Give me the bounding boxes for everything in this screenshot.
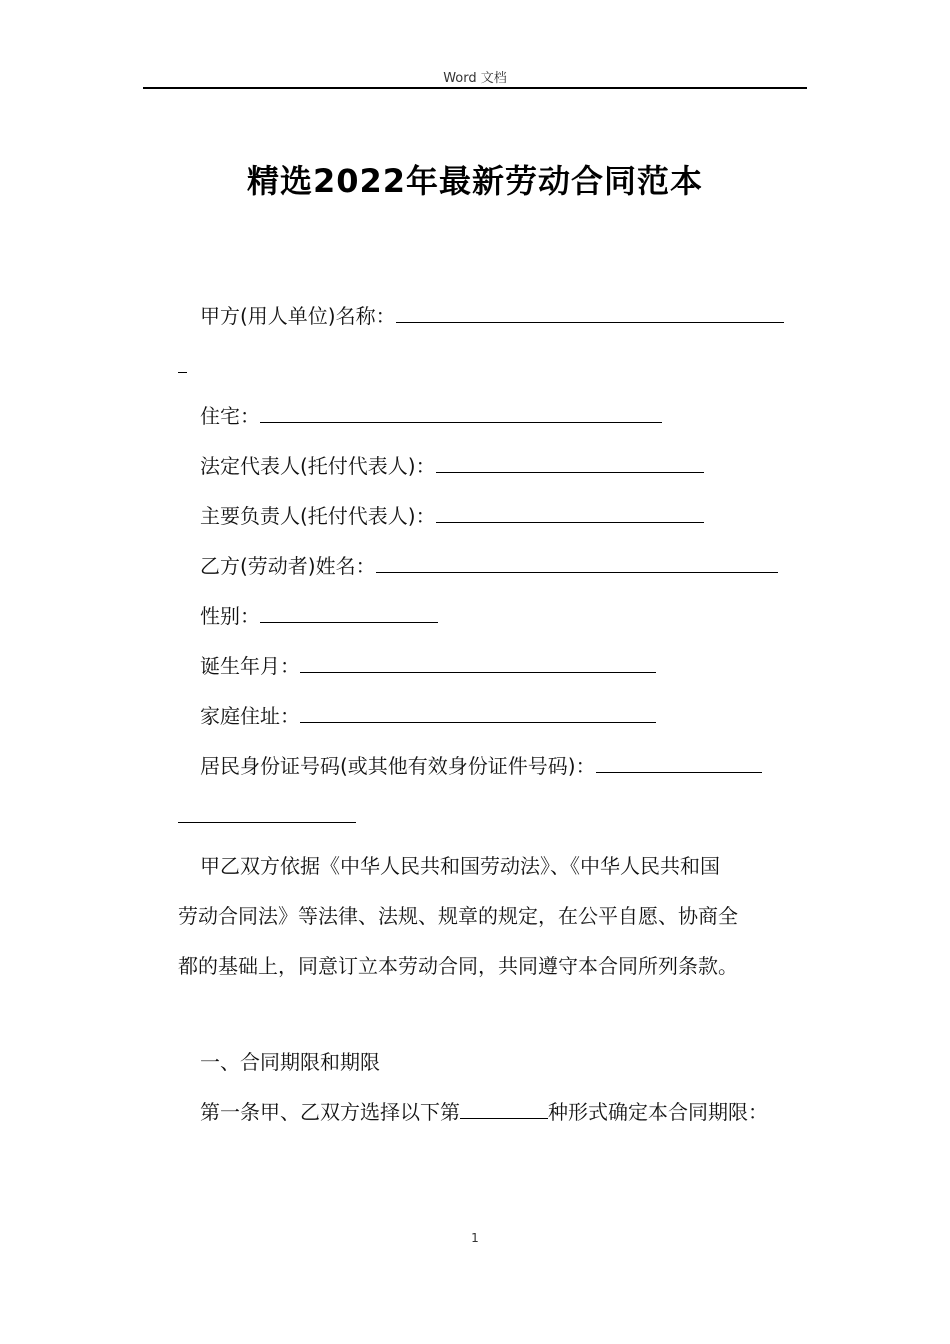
id-number-continuation — [178, 802, 356, 830]
employer-name-blank — [396, 302, 784, 323]
employer-name-label: 甲方(用人单位)名称： — [200, 304, 396, 328]
birth-blank — [300, 652, 656, 673]
employee-name-blank — [376, 552, 778, 573]
id-number-line — [200, 752, 762, 780]
home-address-line — [200, 702, 656, 730]
paragraph-line-3: 都的基础上，同意订立本劳动合同，共同遵守本合同所列条款。 — [178, 954, 738, 978]
employer-name-blank-continued — [178, 352, 187, 373]
clause-1-blank — [460, 1098, 548, 1119]
birth-line — [200, 652, 656, 680]
principal-blank — [436, 502, 704, 523]
id-number-label: 居民身份证号码(或其他有效身份证件号码)： — [200, 754, 596, 778]
clause-1-line — [200, 1098, 768, 1126]
page-header: Word 文档 — [443, 71, 507, 86]
id-number-blank — [596, 752, 762, 773]
principal-line — [200, 502, 704, 530]
principal-label: 主要负责人(托付代表人)： — [200, 504, 436, 528]
legal-rep-label: 法定代表人(托付代表人)： — [200, 454, 436, 478]
legal-rep-line — [200, 452, 704, 480]
employer-name-continuation — [178, 352, 187, 380]
document-title: 精选2022年最新劳动合同范本 — [246, 162, 704, 200]
employee-name-label: 乙方(劳动者)姓名： — [200, 554, 376, 578]
employee-name-line — [200, 552, 778, 580]
legal-rep-blank — [436, 452, 704, 473]
paragraph-line-2: 劳动合同法》等法律、法规、规章的规定，在公平自愿、协商全 — [178, 904, 738, 928]
gender-line — [200, 602, 438, 630]
gender-label: 性别： — [200, 604, 260, 628]
home-address-blank — [300, 702, 656, 723]
id-number-blank-continued — [178, 802, 356, 823]
employer-name-line — [200, 302, 784, 330]
employer-address-line — [200, 402, 662, 430]
clause-1-text-after: 种形式确定本合同期限： — [548, 1100, 768, 1124]
home-address-label: 家庭住址： — [200, 704, 300, 728]
section-heading: 一、合同期限和期限 — [200, 1050, 380, 1074]
birth-label: 诞生年月： — [200, 654, 300, 678]
page-number: 1 — [471, 1231, 479, 1245]
clause-1-text-before: 第一条甲、乙双方选择以下第 — [200, 1100, 460, 1124]
employer-address-label: 住宅： — [200, 404, 260, 428]
paragraph-line-1: 甲乙双方依据《中华人民共和国劳动法》、《中华人民共和国 — [200, 854, 720, 878]
employer-address-blank — [260, 402, 662, 423]
header-divider — [143, 87, 807, 89]
gender-blank — [260, 602, 438, 623]
